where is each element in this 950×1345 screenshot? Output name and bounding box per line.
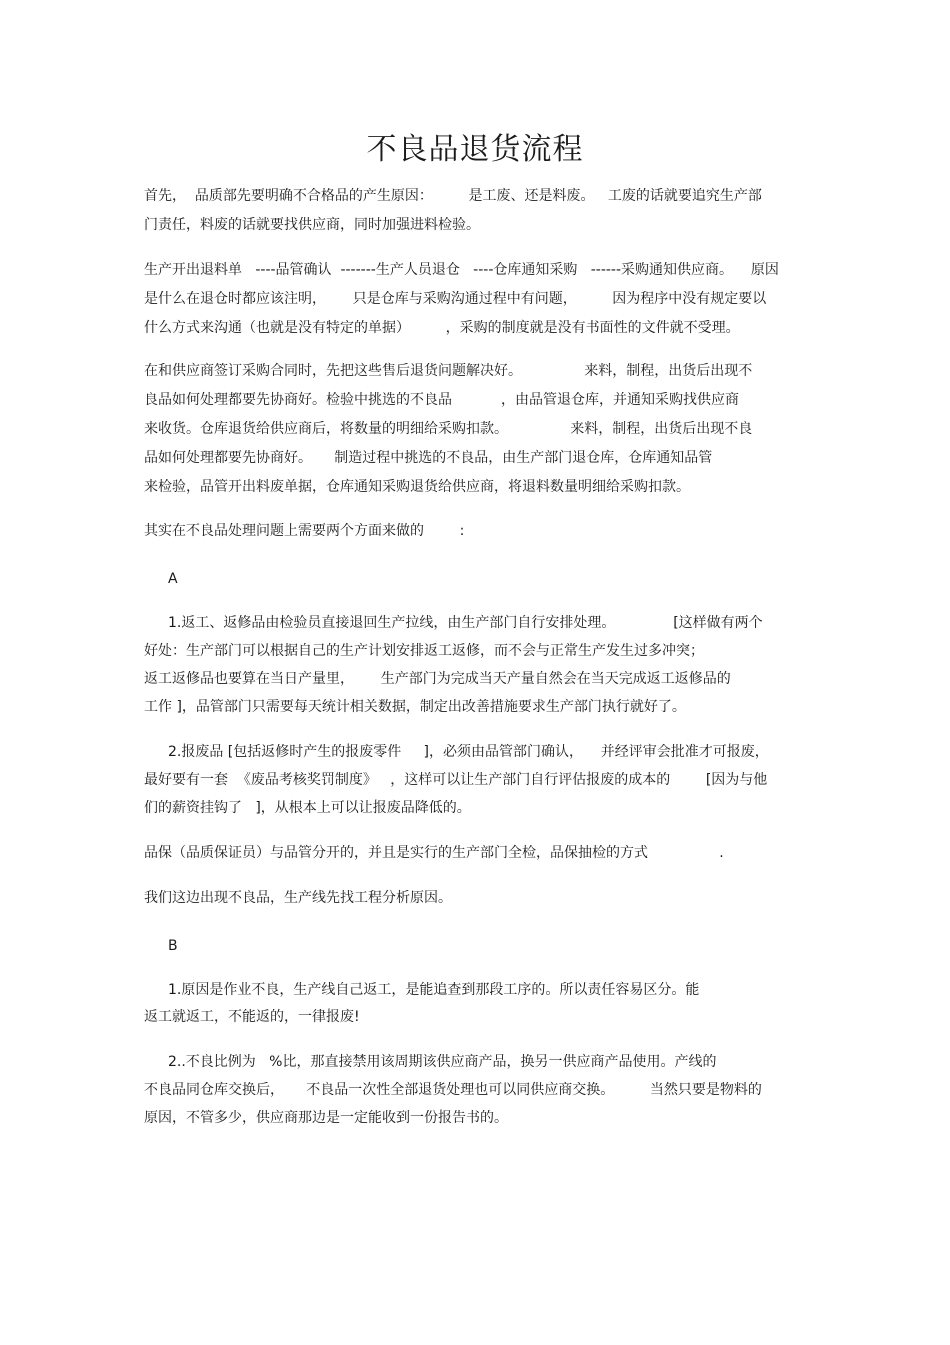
text-line: 良品如何处理都要先协商好。检验中挑选的不良品 ，由品管退仓库，并通知采购找供应商 [144, 392, 739, 408]
text-line: 是什么在退仓时都应该注明， 只是仓库与采购沟通过程中有问题， 因为程序中没有规定要以 [144, 291, 767, 307]
text-line: 品保（品质保证员）与品管分开的，并且是实行的生产部门全检，品保抽检的方式 . [144, 845, 724, 861]
text-line: 首先， 品质部先要明确不合格品的产生原因： 是工废、还是料废。 工废的话就要追究生产部 [144, 188, 762, 204]
text-line: 来检验，品管开出料废单据，仓库通知采购退货给供应商，将退料数量明细给采购扣款。 [144, 479, 690, 495]
text-line: 不良品同仓库交换后， 不良品一次性全部退货处理也可以同供应商交换。 当然只要是物料的 [144, 1082, 762, 1098]
text-line: 1.返工、返修品由检验员直接退回生产拉线，由生产部门自行安排处理。 [这样做有两个 [168, 615, 763, 631]
text-line: 返工就返工，不能返的，一律报废! [144, 1009, 360, 1025]
section-marker-b: B [168, 938, 178, 954]
text-line: 1.原因是作业不良，生产线自己返工，是能追查到那段工序的。所以责任容易区分。能 [168, 982, 700, 998]
text-line: 什么方式来沟通（也就是没有特定的单据） ，采购的制度就是没有书面性的文件就不受理。 [144, 320, 740, 336]
text-line: 其实在不良品处理问题上需要两个方面来做的 : [144, 523, 465, 539]
text-line: 来收货。仓库退货给供应商后，将数量的明细给采购扣款。 来料，制程，出货后出现不良 [144, 421, 753, 437]
text-line: 品如何处理都要先协商好。 制造过程中挑选的不良品，由生产部门退仓库，仓库通知品管 [144, 450, 713, 466]
text-line: 门责任，料废的话就要找供应商，同时加强进料检验。 [144, 217, 480, 233]
text-line: 原因，不管多少，供应商那边是一定能收到一份报告书的。 [144, 1110, 508, 1126]
text-line: 生产开出退料单 ----品管确认 -------生产人员退仓 ----仓库通知采购 ------采购通知供应商。 原因 [144, 262, 779, 278]
text-line: 最好要有一套 《废品考核奖罚制度》 ，这样可以让生产部门自行评估报废的成本的 [因为与他 [144, 772, 768, 788]
document-title: 不良品退货流程 [366, 132, 584, 167]
text-line: 在和供应商签订采购合同时，先把这些售后退货问题解决好。 来料，制程，出货后出现不 [144, 363, 753, 379]
text-line: 返工返修品也要算在当日产量里， 生产部门为完成当天产量自然会在当天完成返工返修品的 [144, 671, 731, 687]
text-line: 好处：生产部门可以根据自己的生产计划安排返工返修，而不会与正常生产发生过多冲突； [144, 643, 704, 659]
section-marker-a: A [168, 571, 178, 587]
text-line: 工作 ]，品管部门只需要每天统计相关数据，制定出改善措施要求生产部门执行就好了。 [144, 699, 686, 715]
text-line: 2..不良比例为 %比，那直接禁用该周期该供应商产品，换另一供应商产品使用。产线的 [168, 1054, 717, 1070]
text-line: 2.报废品 [包括返修时产生的报废零件 ]，必须由品管部门确认， 并经评审会批准才可报废， [168, 744, 769, 760]
text-line: 们的薪资挂钩了 ]，从根本上可以让报废品降低的。 [144, 800, 471, 816]
text-line: 我们这边出现不良品，生产线先找工程分析原因。 [144, 890, 452, 906]
